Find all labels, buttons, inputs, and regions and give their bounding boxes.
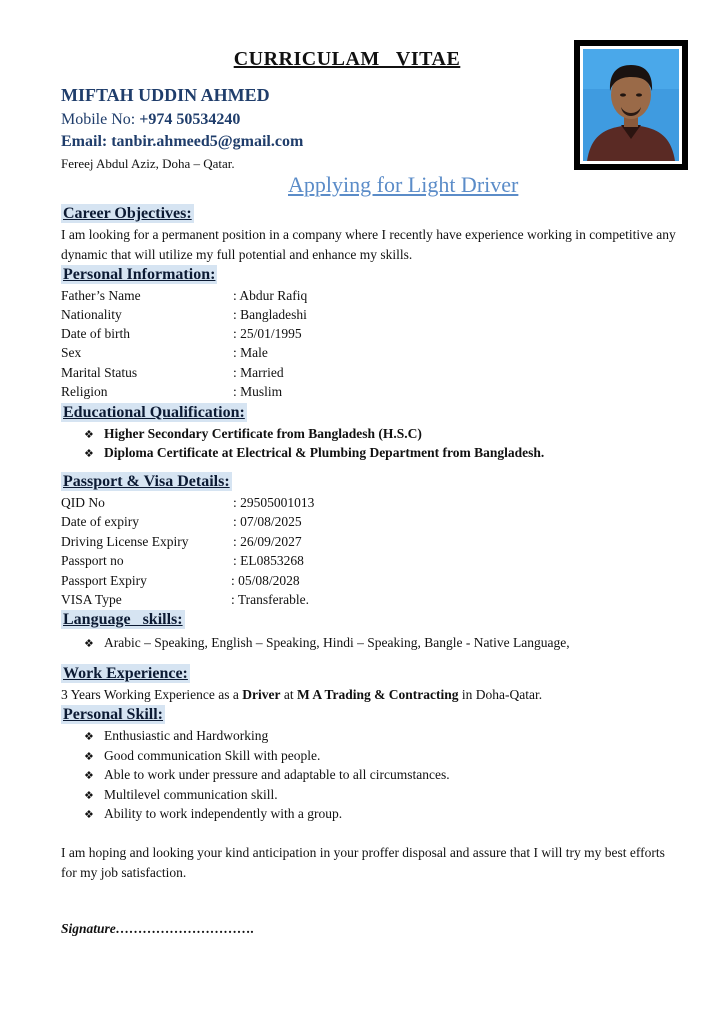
- field-value: : 05/08/2028: [231, 573, 300, 588]
- work-experience-heading: Work Experience:: [63, 665, 188, 682]
- skill-text: Good communication Skill with people.: [104, 748, 321, 763]
- skill-item: [84, 765, 450, 785]
- field-label: Date of expiry: [61, 514, 139, 529]
- diamond-bullet-icon: ❖: [84, 808, 94, 821]
- education-text: Diploma Certificate at Electrical & Plumbing Department from Bangladesh.: [104, 445, 545, 460]
- skill-text: Enthusiastic and Hardworking: [104, 728, 269, 743]
- field-label: Nationality: [61, 307, 122, 322]
- work-text-part: in Doha-Qatar.: [458, 687, 543, 702]
- language-item: [84, 633, 570, 653]
- diamond-bullet-icon: ❖: [84, 428, 94, 441]
- skill-item: [84, 726, 268, 746]
- personal-info-row: [61, 305, 307, 324]
- personal-info-row: [61, 363, 284, 382]
- address-line: Fereej Abdul Aziz, Doha – Qatar.: [61, 156, 235, 171]
- work-text-part: 3 Years Working Experience as a: [61, 687, 243, 702]
- work-text-part: at: [280, 687, 297, 702]
- education-text: Higher Secondary Certificate from Bangladesh (H.S.C): [104, 426, 422, 441]
- diamond-bullet-icon: ❖: [84, 750, 94, 763]
- passport-row: [61, 493, 314, 512]
- field-value: : Muslim: [233, 384, 283, 399]
- closing-paragraph: I am hoping and looking your kind anticipation in your proffer disposal and assure that I will try my best efforts for my job satisfaction.: [61, 845, 665, 880]
- field-value: : 29505001013: [233, 495, 315, 510]
- personal-skill-heading: Personal Skill:: [63, 706, 164, 723]
- field-value: : Male: [233, 345, 268, 360]
- language-text: Arabic – Speaking, English – Speaking, Hindi – Speaking, Bangle - Native Language,: [104, 635, 570, 650]
- personal-info-row: [61, 343, 268, 362]
- field-value: : Abdur Rafiq: [233, 288, 308, 303]
- document-title: CURRICULAM VITAE: [233, 48, 461, 70]
- field-value: : 26/09/2027: [233, 534, 302, 549]
- field-label: Driving License Expiry: [61, 534, 189, 549]
- mobile-label: Mobile No:: [61, 111, 140, 128]
- passport-row: [61, 571, 300, 590]
- email-line: Email: tanbir.ahmeed5@gmail.com: [61, 133, 304, 150]
- field-label: Father’s Name: [61, 288, 141, 303]
- career-objectives-text: I am looking for a permanent position in a company where I recently have experience working in competitive any dynamic that will utilize my full potential and enhance my skills.: [61, 227, 676, 262]
- diamond-bullet-icon: ❖: [84, 769, 94, 782]
- work-experience-text: [61, 685, 542, 704]
- field-label: Passport no: [61, 553, 124, 568]
- education-heading: Educational Qualification:: [63, 404, 245, 421]
- skill-text: Able to work under pressure and adaptable to all circumstances.: [104, 767, 450, 782]
- skill-item: [84, 746, 320, 766]
- skill-item: [84, 804, 342, 824]
- personal-info-row: [61, 382, 282, 401]
- field-value: : Married: [233, 365, 284, 380]
- education-item: [84, 443, 544, 463]
- field-value: : EL0853268: [233, 553, 304, 568]
- portrait-image: [583, 49, 679, 161]
- personal-info-row: [61, 324, 302, 343]
- mobile-number: +974 50534240: [139, 111, 241, 128]
- field-label: Passport Expiry: [61, 573, 147, 588]
- field-label: Marital Status: [61, 365, 138, 380]
- passport-visa-heading: Passport & Visa Details:: [63, 473, 230, 490]
- field-value: : 07/08/2025: [233, 514, 302, 529]
- field-value: : 25/01/1995: [233, 326, 302, 341]
- mobile-line: [61, 111, 240, 129]
- education-item: [84, 424, 422, 444]
- passport-row: [61, 532, 302, 551]
- signature-line: Signature………………………….: [61, 921, 255, 936]
- work-role: Driver: [242, 687, 281, 702]
- field-value: : Bangladeshi: [233, 307, 307, 322]
- passport-row: [61, 590, 309, 609]
- diamond-bullet-icon: ❖: [84, 730, 94, 743]
- field-label: Religion: [61, 384, 108, 399]
- diamond-bullet-icon: ❖: [84, 637, 94, 650]
- field-label: QID No: [61, 495, 105, 510]
- field-label: Sex: [61, 345, 82, 360]
- passport-row: [61, 512, 302, 531]
- skill-text: Multilevel communication skill.: [104, 787, 278, 802]
- diamond-bullet-icon: ❖: [84, 447, 94, 460]
- career-objectives-heading: Career Objectives:: [63, 205, 192, 222]
- skill-text: Ability to work independently with a group.: [104, 806, 343, 821]
- profile-photo: [574, 40, 688, 170]
- field-label: Date of birth: [61, 326, 130, 341]
- field-value: : Transferable.: [231, 592, 309, 607]
- diamond-bullet-icon: ❖: [84, 789, 94, 802]
- position-applied: Applying for Light Driver: [288, 172, 519, 197]
- work-company: M A Trading & Contracting: [296, 687, 459, 702]
- passport-row: [61, 551, 304, 570]
- personal-information-heading: Personal Information:: [63, 266, 216, 283]
- candidate-name: MIFTAH UDDIN AHMED: [61, 85, 270, 105]
- skill-item: [84, 785, 278, 805]
- field-label: VISA Type: [61, 592, 122, 607]
- language-skills-heading: Language skills:: [63, 611, 183, 628]
- personal-info-row: [61, 286, 307, 305]
